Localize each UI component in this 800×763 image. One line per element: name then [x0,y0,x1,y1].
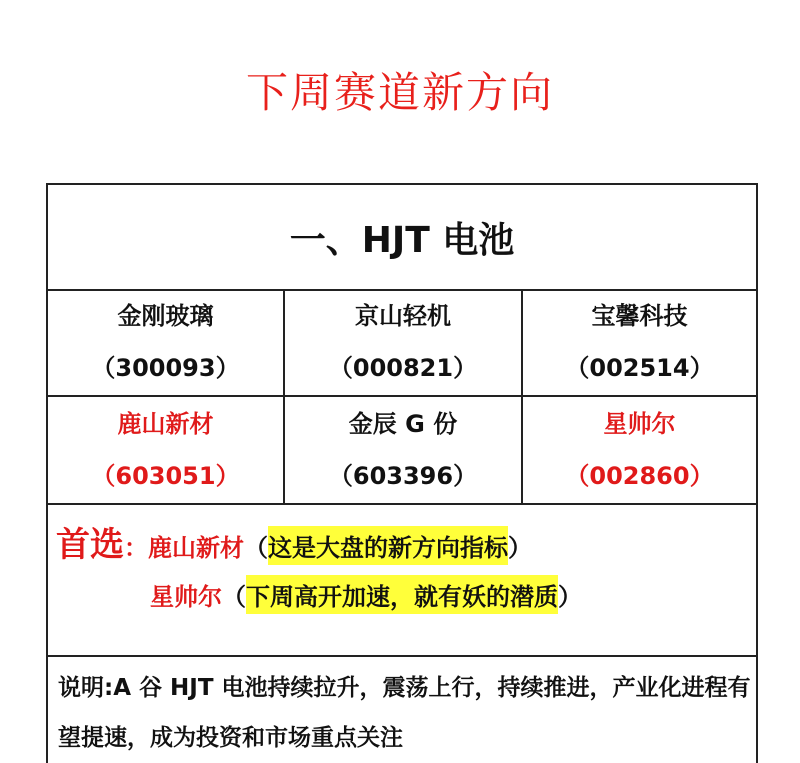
pick-paren-open: （ [244,534,268,562]
stock-code: （000821） [328,354,478,382]
pick-name: 星帅尔 [150,583,222,611]
stock-name: 金辰 G 份 [348,410,458,438]
stock-table [46,183,758,763]
pick-paren-close: ） [508,534,532,562]
stock-name: 京山轻机 [355,302,451,330]
stock-code: （002514） [565,354,714,382]
stock-code: （002860） [565,462,714,490]
stock-grid [48,289,756,505]
stock-code: （603396） [328,462,478,490]
explanation-note: 说明:A 谷 HJT 电池持续拉升，震荡上行，持续推进，产业化进程有望提速，成为投资和市场重点关注 [58,675,751,751]
pick-note-highlight: 下周高开加速，就有妖的潜质 [246,575,558,614]
stock-name: 宝馨科技 [591,302,688,330]
stock-cell [285,397,523,505]
pick-paren-open: （ [222,583,246,611]
stock-cell [48,397,285,505]
top-picks [48,505,756,657]
section-heading: 一、HJT 电池 [48,185,756,291]
stock-cell [523,397,756,505]
stock-name: 金刚玻璃 [117,302,214,330]
picks-colon: ： [124,534,148,562]
pick-note-highlight: 这是大盘的新方向指标 [268,526,508,565]
picks-label: 首选 [56,525,124,565]
stock-cell [523,289,756,397]
stock-code: （300093） [91,354,240,382]
stock-name: 星帅尔 [603,410,676,438]
page-title: 下周赛道新方向 [245,68,554,117]
pick-row [56,517,532,566]
pick-name: 鹿山新材 [148,534,244,562]
stock-code: （603051） [91,462,240,490]
pick-row [150,575,582,614]
stock-cell [48,289,285,397]
stock-cell [285,289,523,397]
pick-paren-close: ） [558,583,582,611]
stock-name: 鹿山新材 [117,410,214,438]
